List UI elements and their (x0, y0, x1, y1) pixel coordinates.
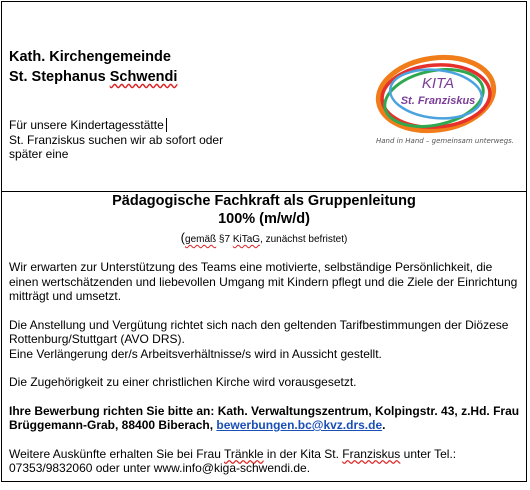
note-gemaess: gemäß (185, 234, 217, 245)
note-end: , zunächst befristet) (260, 234, 348, 245)
info-contact-name: Tränkle (224, 446, 264, 461)
employer-line-2 (9, 67, 177, 87)
body-text (9, 260, 521, 490)
note-kitag: KiTaG (232, 234, 261, 245)
logo-tagline: Hand in Hand – gemeinsam unterwegs. (376, 137, 515, 145)
logo-kita-text: KITA (421, 75, 455, 92)
employer-line-2-a: St. Stephanus (9, 69, 110, 85)
text-cursor (166, 118, 167, 132)
job-note (2, 230, 526, 245)
application-email-link[interactable]: bewerbungen.bc@kvz.drs.de (216, 418, 383, 432)
application-text-a: Ihre Bewerbung richten Sie bitte an: Kath. Verwaltungszentrum, Kolpingstr. 43, z.Hd. Frau (9, 403, 520, 418)
employer-line-1: Kath. Kirchengemeinde (9, 49, 171, 65)
info-franziskus: Franziskus (342, 446, 401, 461)
info-text-c: unter Tel.: 07353/9832060 oder unter www.info@kiga-schwendi.de. (9, 446, 457, 475)
intro-line-2: St. Franziskus suchen wir ab sofort oder (9, 132, 224, 147)
employer-line-2-b: Schwendi (109, 69, 178, 85)
employment-line-1: Die Anstellung und Vergütung richtet sich nach den geltenden Tarifbestimmungen der Diözese Rottenburg/Stuttgart (AVO DRS). (9, 317, 509, 346)
job-scope: 100% (m/w/d) (218, 211, 310, 227)
job-title-block (2, 192, 526, 228)
paragraph-expectations: Wir erwarten zur Unterstützung des Teams eine motivierte, selbständige Persönlichkeit, die einen wertschätzenden und liebevollen Umgang mit Kindern pflegt und die Ziele der Einrichtung mitträgt und umsetzt. (9, 260, 518, 303)
employer-name (9, 47, 177, 87)
paragraph-application (9, 404, 521, 433)
paragraph-church: Die Zugehörigkeit zu einer christlichen Kirche wird vorausgesetzt. (9, 375, 357, 389)
application-text-b: , 88400 Biberach, (115, 418, 217, 432)
note-mid: §7 (216, 234, 233, 245)
intro-line-3: später eine (9, 147, 69, 161)
application-text-c: . (382, 418, 386, 432)
logo-name-text: St. Franziskus (400, 95, 476, 107)
employment-line-2: Eine Verlängerung der/s Arbeitsverhältnisse/s wird in Aussicht gestellt. (9, 346, 382, 361)
paragraph-employment (9, 318, 521, 362)
job-title: Pädagogische Fachkraft als Gruppenleitung (112, 193, 416, 209)
header-section (2, 2, 526, 192)
note-open: ( (180, 230, 186, 245)
paragraph-info (9, 447, 521, 476)
info-text-b: in der Kita St. (263, 446, 343, 461)
intro-text (9, 118, 223, 162)
intro-line-1-text: Für unsere Kindertagesstätte (9, 118, 164, 132)
intro-line-1 (9, 118, 223, 133)
info-text-a: Weitere Auskünfte erhalten Sie bei Frau (9, 446, 225, 461)
job-posting (1, 1, 527, 482)
contact-name: Brüggemann-Grab (9, 418, 116, 432)
